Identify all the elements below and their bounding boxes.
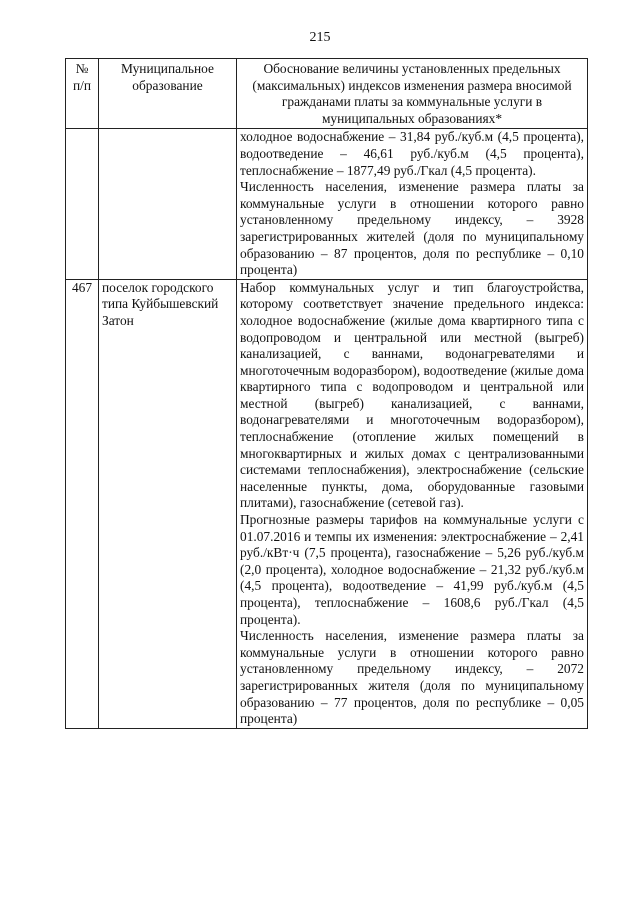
justification-paragraph: Набор коммунальных услуг и тип благоустройства, которому соответствует значение предельного индекса: холодное водоснабжение (жилые дома квартирного типа с водопроводом и центральной или местной (выгреб) канализацией, с ваннами, водонагревателями и многоточечным водоразбором), водоотведение (жилые дома квартирного типа с водопроводом и центральной или местной (выгреб) канализацией, с ваннами, водонагревателями и многоточечным водоразбором), теплоснабжение (отопление жилых помещений в многоквартирных и жилых домах с централизованными системами теплоснабжения), электроснабжение (сельские населенные пункты, дома, оборудованные газовыми плитами), газоснабжение (сетевой газ). (240, 279, 584, 511)
table-body (66, 129, 588, 728)
justification-cell (237, 279, 588, 728)
table-row (66, 279, 588, 728)
justification-paragraph: Численность населения, изменение размера платы за коммунальные услуги в отношении которого равно установленному предельному индексу, – 2072 зарегистрированных жителя (доля по муниципальному образованию – 77 процентов, доля по республике – 0,05 процента) (240, 628, 584, 727)
justification-paragraph: Прогнозные размеры тарифов на коммунальные услуги с 01.07.2016 и темпы их изменения: электроснабжение – 2,41 руб./кВт·ч (7,5 процента), газоснабжение – 5,26 руб./куб.м (2,0 процента), холодное водоснабжение – 21,32 руб./куб.м (4,5 процента), водоотведение – 41,99 руб./куб.м (4,5 процента), теплоснабжение – 1608,6 руб./Гкал (4,5 процента). (240, 512, 584, 627)
municipality-name (99, 129, 237, 279)
table-header-row (66, 59, 588, 129)
municipality-name: поселок городского типа Куйбышевский Затон (99, 279, 237, 728)
header-num: № п/п (66, 59, 99, 129)
page-number: 215 (309, 30, 331, 45)
justification-cell (237, 129, 588, 279)
header-municipality: Муниципальное образование (99, 59, 237, 129)
header-justification: Обоснование величины установленных предельных (максимальных) индексов изменения размера вносимой гражданами платы за коммунальные услуги в муниципальных образованиях* (237, 59, 588, 129)
row-number (66, 129, 99, 279)
justification-paragraph: Численность населения, изменение размера платы за коммунальные услуги в отношении которого равно установленному предельному индексу, – 3928 зарегистрированных жителей (доля по муниципальному образованию – 87 процентов, доля по республике – 0,10 процента) (240, 179, 584, 278)
table-row (66, 129, 588, 279)
justification-paragraph: холодное водоснабжение – 31,84 руб./куб.м (4,5 процента), водоотведение – 46,61 руб./куб.м (4,5 процента), теплоснабжение – 1877,49 руб./Гкал (4,5 процента). (240, 129, 584, 178)
tariff-index-table (65, 58, 588, 729)
row-number: 467 (66, 279, 99, 728)
